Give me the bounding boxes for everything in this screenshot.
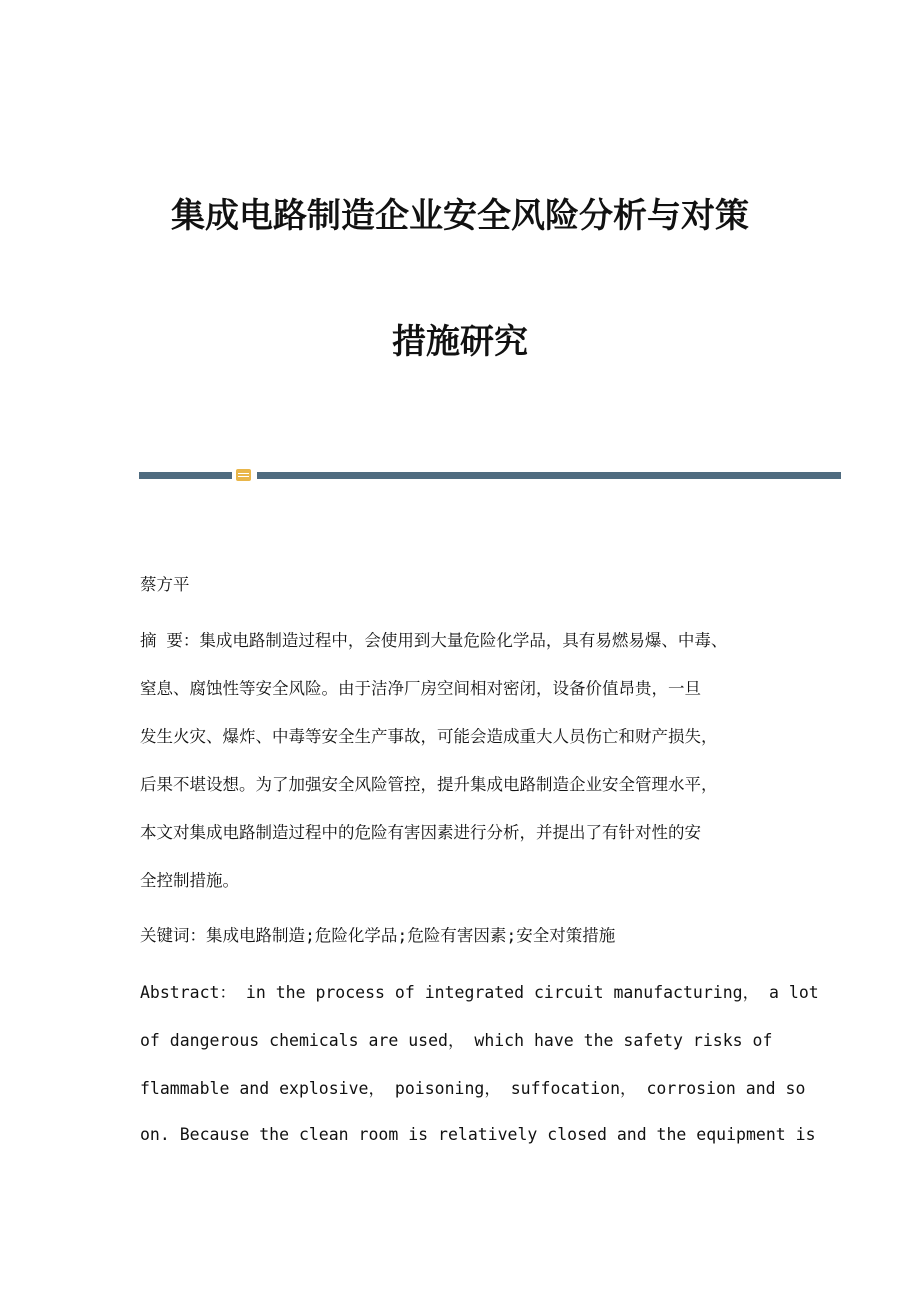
abstract-en-line: flammable and explosive， poisoning， suffocation， corrosion and so xyxy=(140,1079,806,1098)
abstract-cn-line: 全控制措施。 xyxy=(140,871,239,890)
title-divider xyxy=(139,468,841,482)
abstract-cn-line: 发生火灾、爆炸、中毒等安全生产事故，可能会造成重大人员伤亡和财产损失， xyxy=(140,727,718,746)
abstract-en-line: on. Because the clean room is relatively closed and the equipment is xyxy=(140,1125,816,1144)
abstract-cn-line: 摘 要：集成电路制造过程中，会使用到大量危险化学品，具有易燃易爆、中毒、 xyxy=(140,631,728,650)
abstract-cn-line: 本文对集成电路制造过程中的危险有害因素进行分析，并提出了有针对性的安 xyxy=(140,823,701,842)
divider-bar-left xyxy=(139,472,232,479)
abstract-cn-line: 后果不堪设想。为了加强安全风险管控，提升集成电路制造企业安全管理水平， xyxy=(140,775,718,794)
abstract-cn-line: 窒息、腐蚀性等安全风险。由于洁净厂房空间相对密闭，设备价值昂贵，一旦 xyxy=(140,679,701,698)
abstract-en-line: Abstract： in the process of integrated circuit manufacturing， a lot xyxy=(140,983,819,1002)
abstract-en-line: of dangerous chemicals are used， which have the safety risks of xyxy=(140,1031,773,1050)
title-line-1: 集成电路制造企业安全风险分析与对策 xyxy=(171,196,749,236)
author-name: 蔡方平 xyxy=(140,575,190,594)
title-line-2: 措施研究 xyxy=(392,322,528,362)
divider-bar-right xyxy=(257,472,841,479)
divider-ornament-icon xyxy=(236,469,251,481)
keywords: 关键词：集成电路制造;危险化学品;危险有害因素;安全对策措施 xyxy=(140,926,616,945)
